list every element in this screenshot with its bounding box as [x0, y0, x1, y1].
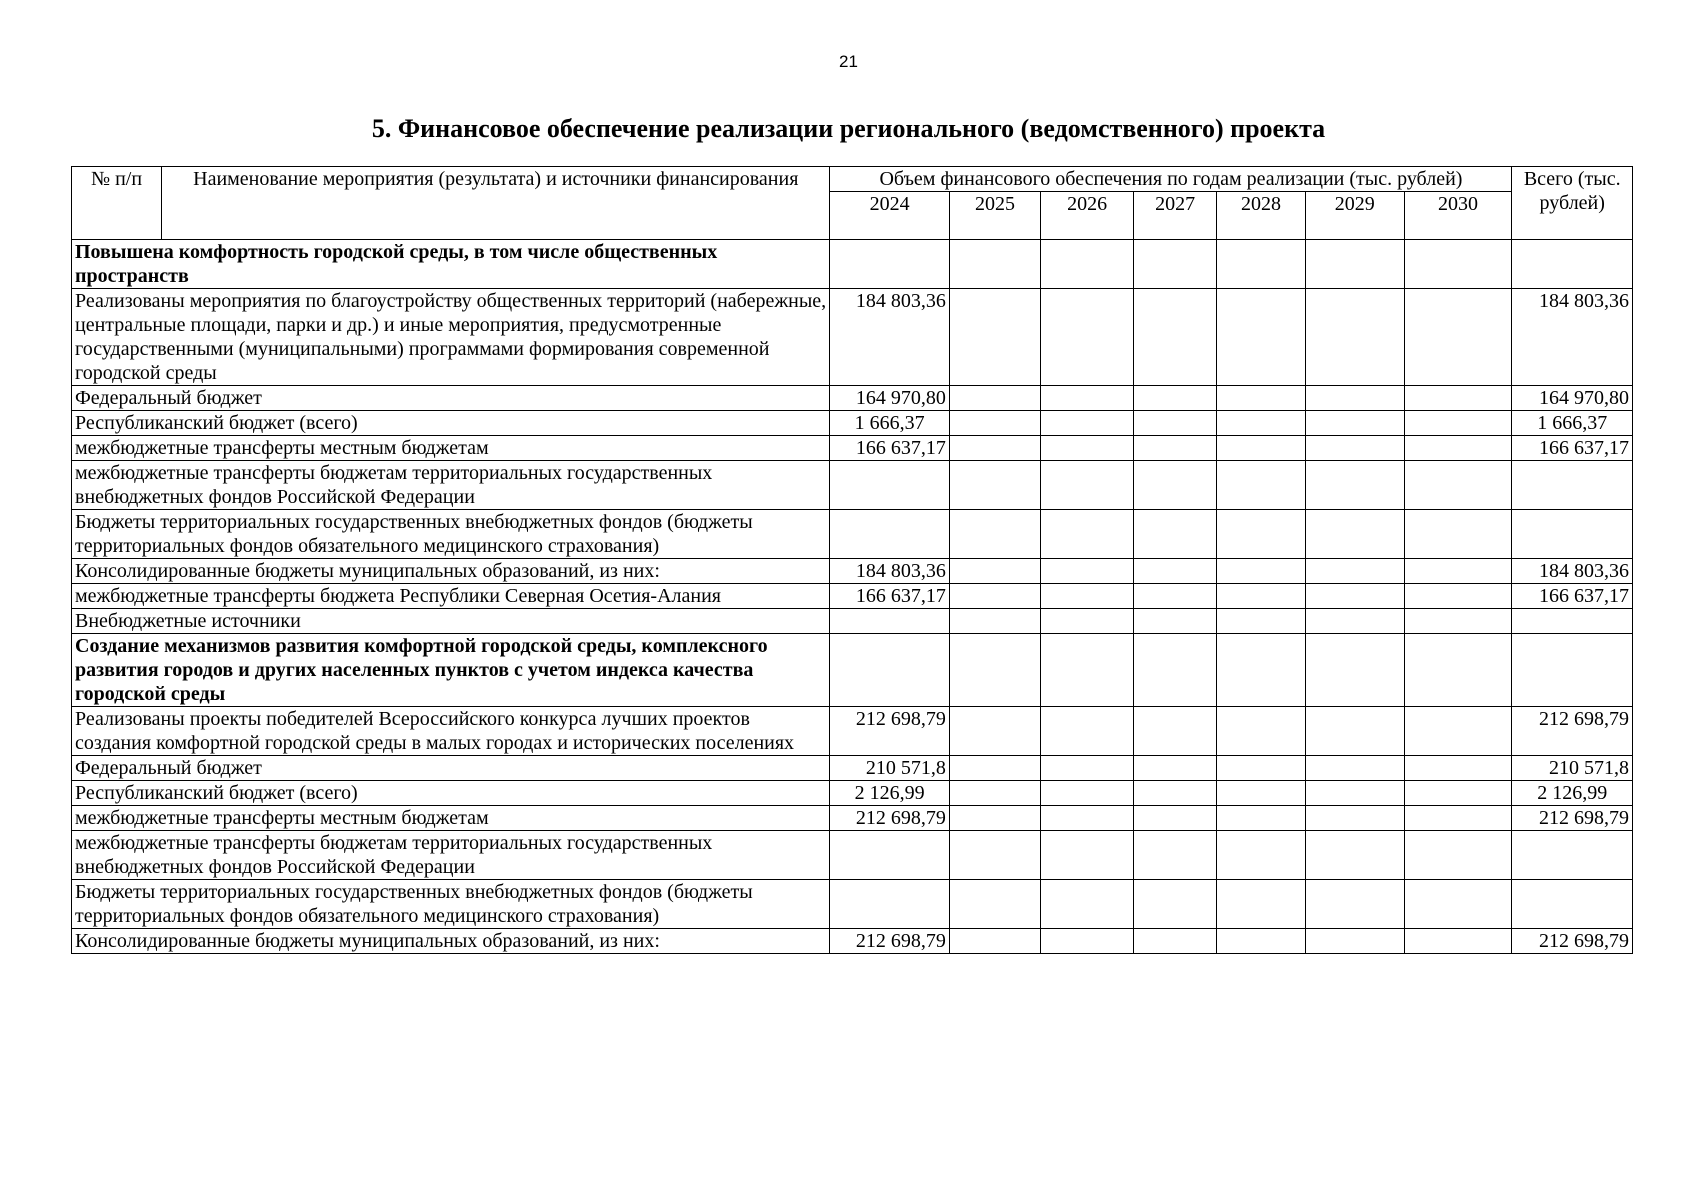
cell-empty — [949, 929, 1040, 954]
cell-empty — [1217, 781, 1306, 806]
cell-empty — [1306, 411, 1404, 436]
table-row — [72, 436, 1633, 461]
header-total: Всего (тыс. рублей) — [1512, 167, 1633, 240]
cell-empty — [1306, 929, 1404, 954]
cell-empty — [1134, 411, 1217, 436]
cell-empty — [1041, 756, 1134, 781]
header-year: 2030 — [1404, 192, 1512, 240]
page-number: 21 — [839, 52, 858, 71]
cell-empty — [1217, 756, 1306, 781]
cell-empty — [949, 634, 1040, 707]
cell-empty — [1134, 756, 1217, 781]
cell-total: 210 571,8 — [1512, 756, 1633, 781]
cell-empty — [1134, 240, 1217, 289]
cell-2024: 184 803,36 — [830, 559, 949, 584]
cell-total: 212 698,79 — [1512, 707, 1633, 756]
cell-total — [1512, 609, 1633, 634]
row-label: межбюджетные трансферты бюджетам территориальных государственных внебюджетных фондов Российской Федерации — [72, 831, 830, 880]
cell-empty — [1404, 461, 1512, 510]
cell-empty — [1306, 781, 1404, 806]
header-no: № п/п — [72, 167, 162, 240]
section-title: Повышена комфортность городской среды, в том числе общественных пространств — [72, 240, 830, 289]
cell-empty — [1041, 461, 1134, 510]
cell-empty — [1306, 634, 1404, 707]
table-row — [72, 411, 1633, 436]
cell-2024 — [830, 880, 949, 929]
row-label: Федеральный бюджет — [72, 386, 830, 411]
cell-2024 — [830, 240, 949, 289]
cell-2024 — [830, 510, 949, 559]
cell-empty — [1041, 880, 1134, 929]
table-row — [72, 707, 1633, 756]
table-section-row — [72, 634, 1633, 707]
cell-2024: 166 637,17 — [830, 584, 949, 609]
header-name: Наименование мероприятия (результата) и источники финансирования — [162, 167, 830, 240]
cell-empty — [1041, 707, 1134, 756]
cell-empty — [1134, 609, 1217, 634]
header-year: 2027 — [1134, 192, 1217, 240]
cell-empty — [1306, 510, 1404, 559]
section-title: Создание механизмов развития комфортной городской среды, комплексного развития городов и других населенных пунктов с учетом индекса качества городской среды — [72, 634, 830, 707]
header-year: 2026 — [1041, 192, 1134, 240]
cell-2024: 210 571,8 — [830, 756, 949, 781]
cell-empty — [1404, 289, 1512, 386]
cell-2024: 212 698,79 — [830, 806, 949, 831]
cell-total: 166 637,17 — [1512, 584, 1633, 609]
cell-empty — [1041, 510, 1134, 559]
cell-2024: 2 126,99 — [830, 781, 949, 806]
cell-empty — [1404, 559, 1512, 584]
cell-empty — [949, 436, 1040, 461]
page-title: 5. Финансовое обеспечение реализации регионального (ведомственного) проекта — [371, 114, 1326, 143]
cell-empty — [1306, 806, 1404, 831]
cell-empty — [1134, 386, 1217, 411]
cell-empty — [1217, 411, 1306, 436]
cell-empty — [1217, 929, 1306, 954]
cell-total — [1512, 880, 1633, 929]
header-year: 2029 — [1306, 192, 1404, 240]
cell-empty — [949, 559, 1040, 584]
cell-empty — [949, 707, 1040, 756]
cell-empty — [1306, 831, 1404, 880]
cell-2024: 166 637,17 — [830, 436, 949, 461]
cell-empty — [1041, 240, 1134, 289]
cell-empty — [949, 880, 1040, 929]
cell-2024 — [830, 461, 949, 510]
cell-2024: 1 666,37 — [830, 411, 949, 436]
cell-empty — [1404, 240, 1512, 289]
table-row — [72, 756, 1633, 781]
cell-total: 1 666,37 — [1512, 411, 1633, 436]
table-row — [72, 831, 1633, 880]
cell-empty — [1306, 289, 1404, 386]
cell-total: 184 803,36 — [1512, 559, 1633, 584]
header-year: 2025 — [949, 192, 1040, 240]
table-row — [72, 289, 1633, 386]
row-label: межбюджетные трансферты бюджетам территориальных государственных внебюджетных фондов Российской Федерации — [72, 461, 830, 510]
cell-empty — [1306, 386, 1404, 411]
cell-empty — [949, 386, 1040, 411]
cell-empty — [1217, 240, 1306, 289]
cell-empty — [1134, 880, 1217, 929]
cell-2024: 184 803,36 — [830, 289, 949, 386]
cell-empty — [1134, 436, 1217, 461]
financing-table — [71, 166, 1633, 954]
table-row — [72, 461, 1633, 510]
cell-2024: 212 698,79 — [830, 707, 949, 756]
cell-empty — [1217, 609, 1306, 634]
row-label: Республиканский бюджет (всего) — [72, 411, 830, 436]
cell-empty — [1306, 461, 1404, 510]
row-label: межбюджетные трансферты бюджета Республики Северная Осетия-Алания — [72, 584, 830, 609]
cell-empty — [1134, 781, 1217, 806]
cell-empty — [1404, 634, 1512, 707]
cell-empty — [1306, 436, 1404, 461]
cell-empty — [1134, 831, 1217, 880]
table-section-row — [72, 240, 1633, 289]
table-row — [72, 781, 1633, 806]
cell-empty — [1306, 707, 1404, 756]
cell-total: 164 970,80 — [1512, 386, 1633, 411]
row-label: Бюджеты территориальных государственных внебюджетных фондов (бюджеты территориальных фондов обязательного медицинского страхования) — [72, 880, 830, 929]
row-label: Реализованы проекты победителей Всероссийского конкурса лучших проектов создания комфортной городской среды в малых городах и исторических поселениях — [72, 707, 830, 756]
header-volume: Объем финансового обеспечения по годам реализации (тыс. рублей) — [830, 167, 1512, 192]
row-label: Внебюджетные источники — [72, 609, 830, 634]
cell-2024 — [830, 831, 949, 880]
row-label: Реализованы мероприятия по благоустройству общественных территорий (набережные, центральные площади, парки и др.) и иные мероприятия, предусмотренные государственными (муниципальными) программами формирования современной городской среды — [72, 289, 830, 386]
row-label: Бюджеты территориальных государственных внебюджетных фондов (бюджеты территориальных фондов обязательного медицинского страхования) — [72, 510, 830, 559]
cell-empty — [1217, 386, 1306, 411]
cell-2024: 164 970,80 — [830, 386, 949, 411]
cell-empty — [1134, 929, 1217, 954]
cell-empty — [1306, 880, 1404, 929]
cell-empty — [949, 781, 1040, 806]
cell-2024 — [830, 609, 949, 634]
cell-empty — [1134, 461, 1217, 510]
table-row — [72, 386, 1633, 411]
cell-empty — [1404, 411, 1512, 436]
cell-empty — [1404, 781, 1512, 806]
cell-empty — [1404, 707, 1512, 756]
table-row — [72, 880, 1633, 929]
row-label: Консолидированные бюджеты муниципальных образований, из них: — [72, 929, 830, 954]
cell-empty — [1217, 634, 1306, 707]
cell-empty — [1041, 806, 1134, 831]
cell-empty — [1134, 584, 1217, 609]
cell-empty — [949, 609, 1040, 634]
cell-empty — [1134, 289, 1217, 386]
cell-empty — [1217, 707, 1306, 756]
cell-total — [1512, 634, 1633, 707]
cell-total: 212 698,79 — [1512, 806, 1633, 831]
cell-empty — [1404, 584, 1512, 609]
cell-empty — [1404, 510, 1512, 559]
cell-empty — [949, 461, 1040, 510]
cell-empty — [949, 831, 1040, 880]
table-row — [72, 806, 1633, 831]
cell-empty — [1306, 584, 1404, 609]
table-body — [72, 240, 1633, 954]
header-year: 2028 — [1217, 192, 1306, 240]
cell-total: 2 126,99 — [1512, 781, 1633, 806]
row-label: Федеральный бюджет — [72, 756, 830, 781]
row-label: межбюджетные трансферты местным бюджетам — [72, 436, 830, 461]
cell-empty — [949, 240, 1040, 289]
header-year: 2024 — [830, 192, 949, 240]
cell-total — [1512, 831, 1633, 880]
cell-empty — [949, 584, 1040, 609]
row-label: Консолидированные бюджеты муниципальных образований, из них: — [72, 559, 830, 584]
cell-empty — [1134, 806, 1217, 831]
cell-2024 — [830, 634, 949, 707]
cell-empty — [1134, 510, 1217, 559]
cell-total: 166 637,17 — [1512, 436, 1633, 461]
cell-empty — [1306, 240, 1404, 289]
cell-empty — [1041, 634, 1134, 707]
cell-empty — [949, 411, 1040, 436]
cell-total — [1512, 510, 1633, 559]
cell-empty — [1217, 510, 1306, 559]
cell-empty — [1041, 559, 1134, 584]
cell-empty — [1217, 461, 1306, 510]
cell-empty — [949, 756, 1040, 781]
cell-empty — [949, 806, 1040, 831]
cell-empty — [1404, 756, 1512, 781]
table-row — [72, 584, 1633, 609]
cell-empty — [1217, 584, 1306, 609]
row-label: Республиканский бюджет (всего) — [72, 781, 830, 806]
cell-empty — [1404, 806, 1512, 831]
cell-empty — [1217, 880, 1306, 929]
cell-empty — [1306, 609, 1404, 634]
table-row — [72, 929, 1633, 954]
cell-empty — [1404, 436, 1512, 461]
cell-empty — [1404, 386, 1512, 411]
table-row — [72, 559, 1633, 584]
cell-empty — [1041, 436, 1134, 461]
cell-empty — [949, 510, 1040, 559]
cell-empty — [1041, 609, 1134, 634]
cell-empty — [1041, 386, 1134, 411]
cell-total — [1512, 461, 1633, 510]
cell-empty — [1217, 831, 1306, 880]
cell-empty — [1306, 559, 1404, 584]
table-row — [72, 510, 1633, 559]
row-label: межбюджетные трансферты местным бюджетам — [72, 806, 830, 831]
cell-empty — [1041, 831, 1134, 880]
cell-empty — [1404, 880, 1512, 929]
cell-total — [1512, 240, 1633, 289]
cell-empty — [1041, 289, 1134, 386]
cell-empty — [1217, 559, 1306, 584]
cell-empty — [1134, 634, 1217, 707]
cell-empty — [1404, 831, 1512, 880]
cell-empty — [1041, 411, 1134, 436]
cell-empty — [1217, 289, 1306, 386]
cell-empty — [1041, 781, 1134, 806]
cell-empty — [1404, 609, 1512, 634]
table-row — [72, 609, 1633, 634]
cell-empty — [1041, 584, 1134, 609]
cell-empty — [949, 289, 1040, 386]
cell-empty — [1134, 707, 1217, 756]
cell-empty — [1134, 559, 1217, 584]
cell-empty — [1306, 756, 1404, 781]
cell-empty — [1217, 436, 1306, 461]
cell-2024: 212 698,79 — [830, 929, 949, 954]
cell-empty — [1404, 929, 1512, 954]
cell-empty — [1217, 806, 1306, 831]
cell-total: 184 803,36 — [1512, 289, 1633, 386]
cell-total: 212 698,79 — [1512, 929, 1633, 954]
cell-empty — [1041, 929, 1134, 954]
